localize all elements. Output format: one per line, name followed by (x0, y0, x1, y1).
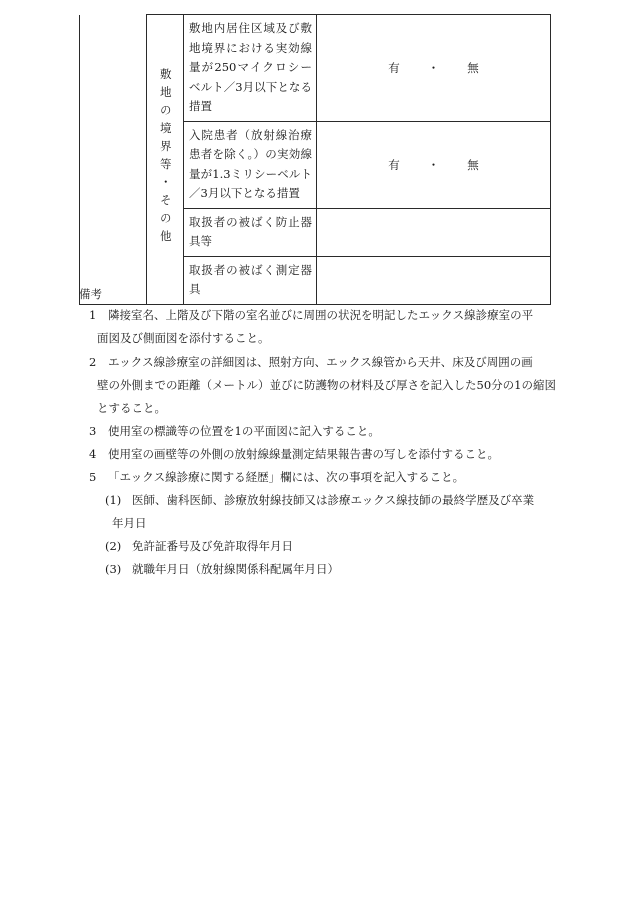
note-item (89, 466, 464, 489)
note-text: エックス線診療室の詳細図は、照射方向、エックス線管から天井、床及び周囲の画 (108, 355, 533, 369)
note-text: 隣接室名、上階及び下階の室名並びに周囲の状況を明記したエックス線診療室の平 (108, 308, 534, 322)
note-number: 3 (89, 424, 97, 438)
note-continuation (97, 397, 166, 420)
item-label: 取扱者の被ばく防止器具等 (189, 214, 312, 248)
sub-item-number: (3) (105, 562, 122, 576)
option-none[interactable]: 無 (467, 60, 479, 75)
note-text: とすること。 (97, 401, 166, 415)
item-label: 取扱者の被ばく測定器具 (189, 262, 312, 296)
value-cell (317, 15, 551, 122)
note-item (89, 443, 499, 466)
option-separator: ・ (427, 157, 440, 172)
note-text: 壁の外側までの距離（メートル）並びに防護物の材料及び厚さを記入した50分の1の縮図 (97, 378, 556, 392)
note-text: 面図及び側面図を添付すること。 (97, 331, 270, 345)
item-label: 入院患者（放射線治療患者を除く。）の実効線量が1.3ミリシーベルト／3月以下となる措置 (189, 127, 312, 200)
option-has[interactable]: 有 (388, 157, 400, 172)
option-has[interactable]: 有 (388, 60, 400, 75)
value-cell[interactable] (317, 208, 551, 256)
table-row (80, 15, 551, 122)
outer-blank-cell (80, 15, 147, 305)
sub-item-text: 医師、歯科医師、診療放射線技師又は診療エックス線技師の最終学歴及び卒業 (132, 493, 535, 507)
value-cell[interactable] (317, 256, 551, 304)
item-cell (184, 256, 317, 304)
note-continuation (97, 327, 270, 350)
sub-item (105, 489, 534, 512)
sub-item-continuation (112, 512, 147, 535)
note-number: 5 (89, 470, 97, 484)
sub-item-number: (1) (105, 493, 122, 507)
item-cell (184, 15, 317, 122)
option-separator: ・ (427, 60, 440, 75)
sub-item-text: 免許証番号及び免許取得年月日 (132, 539, 293, 553)
note-item (89, 304, 533, 327)
note-number: 4 (89, 447, 97, 461)
item-cell (184, 208, 317, 256)
item-cell (184, 121, 317, 208)
note-text: 使用室の画壁等の外側の放射線線量測定結果報告書の写しを添付すること。 (108, 447, 499, 461)
note-continuation (97, 374, 556, 397)
value-cell (317, 121, 551, 208)
category-label: 敷地の境界等・その他 (158, 67, 173, 248)
remarks-title: 備考 (79, 287, 102, 301)
note-number: 2 (89, 355, 97, 369)
sub-item-text: 就職年月日（放射線関係科配属年月日） (132, 562, 339, 576)
note-item (89, 420, 380, 443)
sub-item-text: 年月日 (112, 516, 147, 530)
option-none[interactable]: 無 (467, 157, 479, 172)
note-text: 「エックス線診療に関する経歴」欄には、次の事項を記入すること。 (108, 470, 465, 484)
note-number: 1 (89, 308, 97, 322)
sub-item (105, 558, 339, 581)
note-text: 使用室の標識等の位置を1の平面図に記入すること。 (108, 424, 380, 438)
sub-item-number: (2) (105, 539, 122, 553)
item-label: 敷地内居住区域及び敷地境界における実効線量が250マイクロシーベルト／3月以下となる措置 (189, 21, 312, 113)
sub-item (105, 535, 293, 558)
note-item (89, 351, 533, 374)
category-cell (147, 15, 184, 305)
facility-form-table (79, 14, 551, 305)
